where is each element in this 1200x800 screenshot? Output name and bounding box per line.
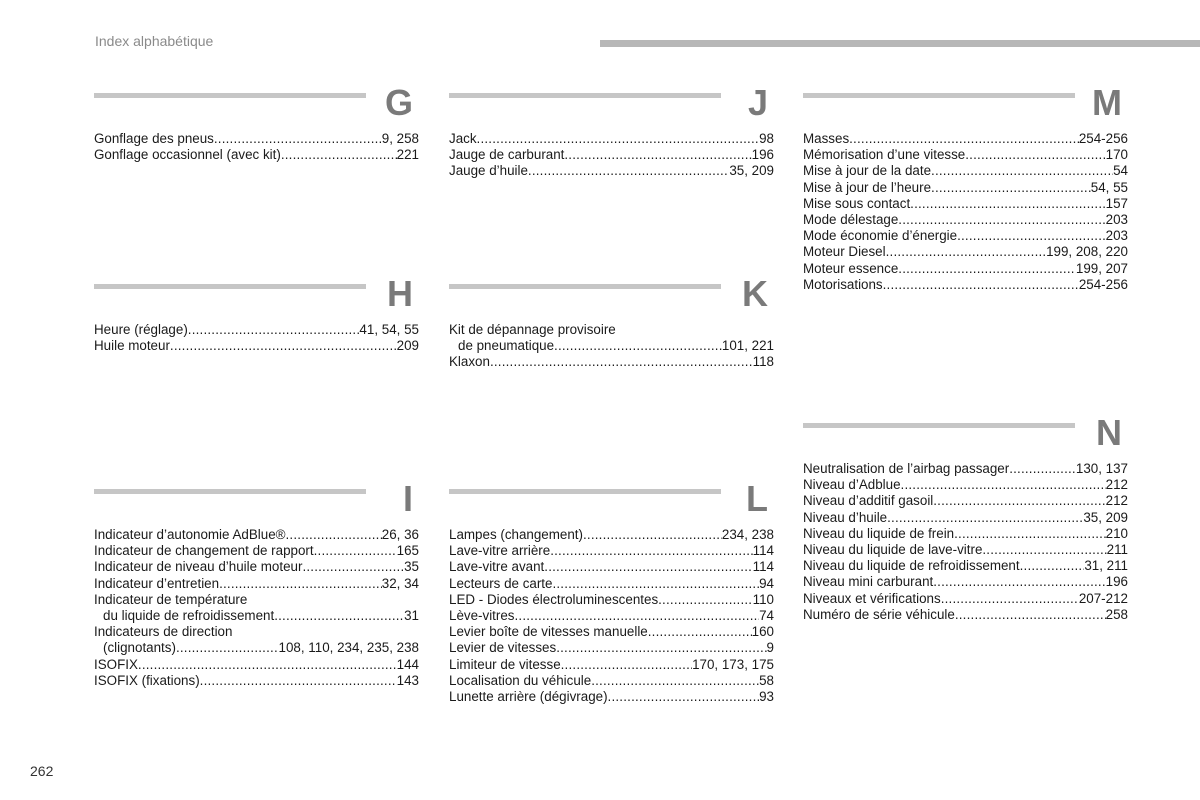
- index-entry: [803, 607, 1128, 623]
- entry-text: Lève-vitres: [449, 608, 515, 624]
- entry-pages: 54: [1113, 163, 1128, 179]
- index-entry-list: [449, 527, 774, 705]
- index-entry: [803, 591, 1128, 607]
- index-entry-list: [803, 461, 1128, 623]
- entry-text: Motorisations: [803, 276, 883, 292]
- section-rule: [94, 489, 366, 494]
- index-entry-list: [94, 527, 419, 689]
- entry-text: Niveau mini carburant: [803, 574, 934, 590]
- entry-text: Indicateur d’autonomie AdBlue®: [94, 527, 286, 542]
- section-rule: [803, 93, 1075, 98]
- section-rule: [449, 284, 721, 289]
- entry-text: Niveau du liquide de frein: [803, 525, 955, 541]
- entry-pages: 35, 209: [1083, 509, 1128, 525]
- entry-pages: 98: [759, 131, 774, 146]
- section-rule: [449, 489, 721, 494]
- index-entry: [803, 558, 1128, 574]
- index-section-l: [449, 478, 774, 705]
- entry-pages: 130, 137: [1075, 461, 1128, 476]
- index-entry: [803, 261, 1128, 277]
- index-entry: [449, 640, 774, 656]
- entry-text: Levier boîte de vitesses manuelle: [449, 624, 648, 640]
- index-entry: [803, 196, 1128, 212]
- index-entry: [449, 592, 774, 608]
- entry-text: Numéro de série véhicule: [803, 606, 955, 622]
- index-section-m: [803, 82, 1128, 293]
- entry-text: Lampes (changement): [449, 527, 583, 542]
- index-entry: [449, 131, 774, 147]
- entry-text: Kit de dépannage provisoire: [449, 322, 616, 337]
- index-entry: [803, 526, 1128, 542]
- entry-text: Niveau d’additif gasoil: [803, 493, 934, 509]
- entry-text: Localisation du véhicule: [449, 672, 592, 688]
- entry-pages: 9: [766, 640, 774, 656]
- entry-text: Indicateur d’entretien: [94, 575, 220, 591]
- entry-pages: 160: [751, 624, 774, 640]
- entry-text: Niveau d’Adblue: [803, 477, 901, 493]
- index-entry: [94, 640, 419, 656]
- entry-pages: 212: [1105, 477, 1128, 493]
- index-entry: [449, 608, 774, 624]
- entry-pages: 144: [396, 656, 419, 672]
- entry-pages: 31, 211: [1084, 558, 1128, 574]
- entry-pages: 258: [1105, 606, 1128, 622]
- entry-text: Mode délestage: [803, 212, 899, 228]
- entry-pages: 234, 238: [721, 527, 774, 542]
- entry-text: Mise à jour de l’heure: [803, 179, 932, 195]
- index-section-g: [94, 82, 419, 163]
- index-entry: [449, 657, 774, 673]
- entry-pages: 26, 36: [381, 527, 419, 542]
- entry-pages: 35: [404, 559, 419, 575]
- section-heading: [94, 82, 419, 131]
- section-heading: [94, 273, 419, 322]
- section-heading: [449, 82, 774, 131]
- entry-text: Neutralisation de l’airbag passager: [803, 461, 1010, 476]
- entry-pages: 211: [1106, 542, 1128, 558]
- index-entry: [449, 576, 774, 592]
- entry-text: Indicateur de niveau d’huile moteur: [94, 559, 303, 575]
- entry-pages: 212: [1105, 493, 1128, 509]
- entry-text: LED - Diodes électroluminescentes: [449, 591, 659, 607]
- index-entry: [449, 147, 774, 163]
- entry-text: Mise sous contact: [803, 195, 911, 211]
- header-rule: [600, 40, 1200, 47]
- entry-text: Niveau du liquide de refroidissement: [803, 558, 1020, 574]
- entry-text: Indicateur de température: [94, 591, 248, 607]
- entry-text: Niveau d’huile: [803, 509, 888, 525]
- section-heading: [803, 412, 1128, 461]
- entry-text: Gonflage des pneus: [94, 131, 214, 146]
- entry-pages: 41, 54, 55: [359, 322, 419, 337]
- entry-text: Indicateur de changement de rapport: [94, 543, 314, 559]
- entry-pages: 9, 258: [381, 131, 419, 146]
- entry-text: Lecteurs de carte: [449, 575, 553, 591]
- section-rule: [94, 93, 366, 98]
- entry-text: Masses: [803, 131, 850, 146]
- entry-text: Moteur Diesel: [803, 244, 886, 260]
- entry-pages: 203: [1105, 228, 1128, 244]
- section-heading: [94, 478, 419, 527]
- entry-pages: 118: [752, 354, 774, 370]
- entry-pages: 74: [759, 608, 774, 624]
- entry-text: Jauge de carburant: [449, 147, 565, 163]
- entry-pages: 143: [396, 672, 419, 688]
- section-letter: I: [402, 478, 413, 519]
- index-entry-list: [449, 131, 774, 180]
- index-entry: [94, 657, 419, 673]
- section-letter: G: [384, 82, 413, 123]
- entry-text: Mise à jour de la date: [803, 163, 932, 179]
- index-entry: [449, 673, 774, 689]
- index-entry: [94, 559, 419, 575]
- entry-pages: 207-212: [1078, 590, 1128, 606]
- index-entry: [449, 527, 774, 543]
- index-entry: [94, 673, 419, 689]
- entry-pages: 110: [752, 591, 774, 607]
- index-entry: [449, 354, 774, 370]
- index-section-i: [94, 478, 419, 689]
- index-entry: [94, 608, 419, 624]
- index-entry-list: [94, 322, 419, 354]
- index-entry: [94, 147, 419, 163]
- index-entry: [449, 338, 774, 354]
- page-header-title: Index alphabétique: [95, 33, 214, 49]
- entry-text: Huile moteur: [94, 338, 170, 354]
- entry-pages: 108, 110, 234, 235, 238: [278, 640, 419, 656]
- section-letter: L: [746, 478, 768, 519]
- page-number: 262: [30, 763, 54, 779]
- entry-pages: 101, 221: [721, 338, 774, 354]
- entry-pages: 199, 208, 220: [1046, 244, 1128, 260]
- index-entry: [94, 576, 419, 592]
- index-entry: [803, 510, 1128, 526]
- entry-text: Niveau du liquide de lave-vitre: [803, 542, 983, 558]
- index-entry: [803, 212, 1128, 228]
- entry-text: Levier de vitesses: [449, 640, 557, 656]
- section-letter: N: [1096, 412, 1122, 453]
- entry-pages: 170: [1105, 147, 1128, 163]
- index-entry: [803, 244, 1128, 260]
- entry-pages: 35, 209: [729, 163, 774, 179]
- entry-pages: 209: [396, 338, 419, 354]
- entry-pages: 114: [752, 543, 774, 559]
- entry-pages: 54, 55: [1090, 179, 1128, 195]
- index-entry: [94, 131, 419, 147]
- entry-text: Lave-vitre arrière: [449, 543, 551, 559]
- index-entry-list: [94, 131, 419, 163]
- entry-pages: 196: [751, 147, 774, 163]
- entry-text: Jack: [449, 131, 477, 146]
- section-letter: J: [747, 82, 768, 123]
- entry-pages: 254-256: [1078, 131, 1128, 146]
- entry-text: Moteur essence: [803, 260, 899, 276]
- entry-pages: 165: [396, 543, 419, 559]
- entry-text: (clignotants): [103, 640, 176, 656]
- entry-pages: 32, 34: [381, 575, 419, 591]
- index-entry: [94, 322, 419, 338]
- entry-text: Gonflage occasionnel (avec kit): [94, 147, 281, 163]
- entry-pages: 114: [752, 559, 774, 575]
- entry-pages: 254-256: [1078, 276, 1128, 292]
- section-heading: [803, 82, 1128, 131]
- section-heading: [449, 273, 774, 322]
- entry-text: Lunette arrière (dégivrage): [449, 689, 608, 705]
- entry-pages: 157: [1105, 195, 1128, 211]
- index-section-k: [449, 273, 774, 371]
- entry-text: de pneumatique: [458, 338, 555, 354]
- entry-text: Jauge d’huile: [449, 163, 528, 179]
- section-rule: [449, 93, 721, 98]
- section-letter: K: [742, 273, 768, 314]
- entry-text: Limiteur de vitesse: [449, 656, 561, 672]
- index-entry: [803, 163, 1128, 179]
- entry-pages: 203: [1105, 212, 1128, 228]
- index-entry: [803, 477, 1128, 493]
- section-heading: [449, 478, 774, 527]
- index-entry: [803, 147, 1128, 163]
- entry-text: Niveaux et vérifications: [803, 590, 941, 606]
- index-entry: [449, 624, 774, 640]
- section-letter: H: [387, 273, 413, 314]
- index-entry: [94, 527, 419, 543]
- index-entry-list: [449, 322, 774, 371]
- entry-pages: 196: [1105, 574, 1128, 590]
- entry-text: Indicateurs de direction: [94, 624, 233, 640]
- index-entry: [94, 624, 419, 640]
- section-letter: M: [1092, 82, 1122, 123]
- entry-text: Heure (réglage): [94, 322, 188, 337]
- entry-text: ISOFIX: [94, 656, 138, 672]
- index-entry: [94, 338, 419, 354]
- entry-pages: 199, 207: [1075, 260, 1128, 276]
- index-entry: [803, 574, 1128, 590]
- entry-text: Mode économie d’énergie: [803, 228, 958, 244]
- entry-pages: 221: [396, 147, 419, 163]
- entry-text: du liquide de refroidissement: [103, 608, 275, 624]
- index-entry: [449, 689, 774, 705]
- index-entry: [803, 493, 1128, 509]
- index-section-j: [449, 82, 774, 180]
- entry-text: Mémorisation d’une vitesse: [803, 147, 966, 163]
- entry-pages: 210: [1105, 525, 1128, 541]
- entry-pages: 31: [404, 608, 419, 624]
- entry-pages: 170, 173, 175: [692, 656, 774, 672]
- index-entry: [449, 559, 774, 575]
- index-entry: [803, 131, 1128, 147]
- index-entry: [449, 543, 774, 559]
- entry-text: Klaxon: [449, 354, 490, 370]
- entry-pages: 58: [759, 672, 774, 688]
- index-section-n: [803, 412, 1128, 623]
- index-entry: [803, 277, 1128, 293]
- index-section-h: [94, 273, 419, 354]
- index-entry: [803, 228, 1128, 244]
- index-entry: [803, 180, 1128, 196]
- index-entry-list: [803, 131, 1128, 293]
- section-rule: [94, 284, 366, 289]
- section-rule: [803, 423, 1075, 428]
- index-entry: [803, 461, 1128, 477]
- entry-text: ISOFIX (fixations): [94, 672, 200, 688]
- entry-pages: 94: [759, 575, 774, 591]
- index-entry: [94, 592, 419, 608]
- entry-text: Lave-vitre avant: [449, 559, 545, 575]
- index-entry: [449, 322, 774, 338]
- index-entry: [449, 163, 774, 179]
- index-entry: [94, 543, 419, 559]
- index-entry: [803, 542, 1128, 558]
- entry-pages: 93: [759, 689, 774, 705]
